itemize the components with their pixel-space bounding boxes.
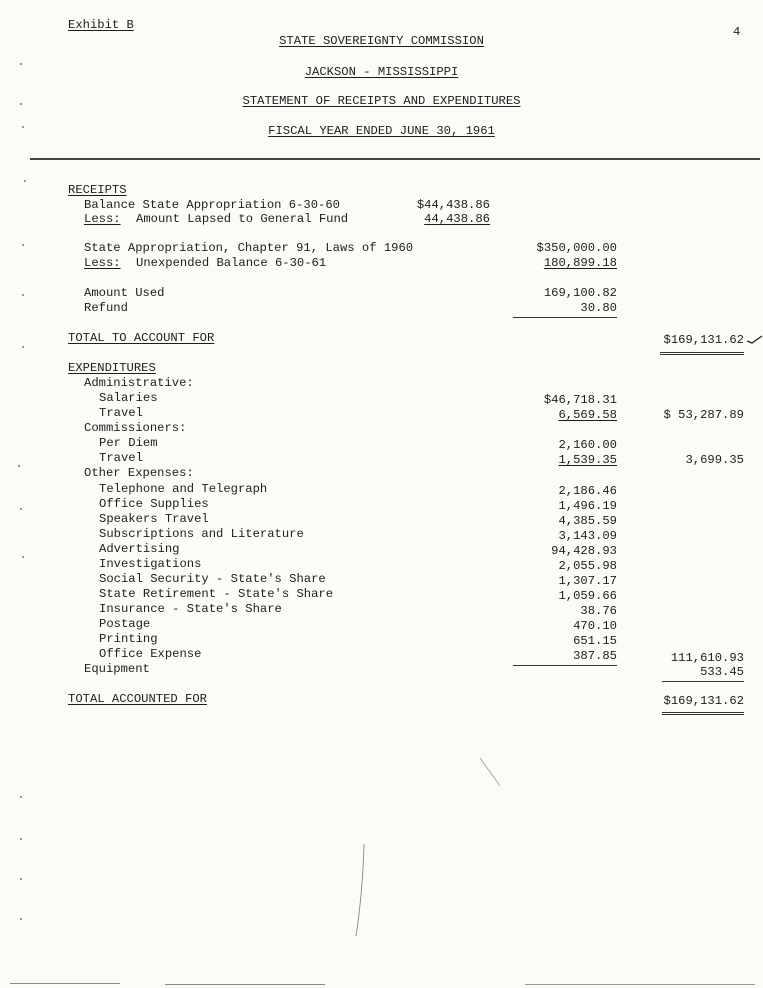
location-title: JACKSON - MISSISSIPPI <box>304 65 459 79</box>
page-number: 4 <box>733 25 741 39</box>
margin-dot <box>20 918 22 920</box>
total-to-account-label: TOTAL TO ACCOUNT FOR <box>68 331 215 345</box>
commissioners-label: Commissioners: <box>84 421 187 435</box>
receipts-heading: RECEIPTS <box>68 183 127 197</box>
expenditures-heading: EXPENDITURES <box>68 361 156 375</box>
header-divider <box>30 158 760 160</box>
other-item-label: Printing <box>99 632 158 646</box>
per-diem-label: Per Diem <box>99 436 158 450</box>
margin-dot <box>18 465 20 467</box>
margin-dot <box>22 244 24 246</box>
other-item-value: 1,496.19 <box>558 499 617 513</box>
other-item-label: Office Expense <box>99 647 202 661</box>
other-item-value: 3,143.09 <box>558 529 617 543</box>
other-item-value: 1,059.66 <box>558 589 617 603</box>
other-item-value: 2,055.98 <box>558 559 617 573</box>
margin-dot <box>20 508 22 510</box>
amount-used-label: Amount Used <box>84 286 165 300</box>
admin-travel-value: 6,569.58 <box>558 408 617 422</box>
stray-mark <box>470 752 510 792</box>
org-title: STATE SOVEREIGNTY COMMISSION <box>279 34 484 48</box>
other-item-value: 651.15 <box>573 634 617 648</box>
other-item-label: Postage <box>99 617 151 631</box>
other-item-label: Speakers Travel <box>99 512 209 526</box>
other-item-value: 2,186.46 <box>558 484 617 498</box>
other-item-label: Insurance - State's Share <box>99 602 282 616</box>
other-item-label: Advertising <box>99 542 180 556</box>
margin-dot <box>22 126 24 128</box>
other-item-value: 4,385.59 <box>558 514 617 528</box>
salaries-label: Salaries <box>99 391 158 405</box>
margin-dot <box>22 346 24 348</box>
commissioners-subtotal: 3,699.35 <box>685 453 744 467</box>
equipment-label: Equipment <box>84 662 150 676</box>
other-item-label: State Retirement - State's Share <box>99 587 334 601</box>
equipment-rule <box>662 681 744 682</box>
other-expenses-subtotal: 111,610.93 <box>670 651 744 665</box>
bottom-edge-line <box>525 984 755 985</box>
other-expenses-label: Other Expenses: <box>84 466 194 480</box>
other-item-label: Subscriptions and Literature <box>99 527 304 541</box>
exhibit-label: Exhibit B <box>68 18 134 32</box>
lapsed-prefix: Less: <box>84 212 121 226</box>
other-item-value: 1,307.17 <box>558 574 617 588</box>
other-item-value: 38.76 <box>580 604 617 618</box>
margin-dot <box>20 796 22 798</box>
administrative-subtotal: $ 53,287.89 <box>663 408 744 422</box>
refund-label: Refund <box>84 301 128 315</box>
amount-used-value: 169,100.82 <box>543 286 617 300</box>
appropriation-value: $350,000.00 <box>536 241 617 255</box>
total-accounted-rule <box>662 712 744 715</box>
other-item-label: Investigations <box>99 557 202 571</box>
lapsed-value: 44,438.86 <box>424 212 490 226</box>
unexpended-label: Unexpended Balance 6-30-61 <box>136 256 327 270</box>
check-mark-icon <box>746 333 763 347</box>
margin-dot <box>20 838 22 840</box>
margin-dot <box>24 180 26 182</box>
margin-dot <box>20 103 22 105</box>
stray-mark <box>350 840 370 940</box>
administrative-label: Administrative: <box>84 376 194 390</box>
equipment-value: 533.45 <box>700 665 744 679</box>
margin-dot <box>22 556 24 558</box>
margin-dot <box>22 294 24 296</box>
refund-value: 30.80 <box>580 301 617 315</box>
bottom-edge-line <box>10 983 120 984</box>
other-item-label: Social Security - State's Share <box>99 572 326 586</box>
fiscal-year-title: FISCAL YEAR ENDED JUNE 30, 1961 <box>268 124 495 138</box>
balance-value: $44,438.86 <box>416 198 490 212</box>
refund-total-rule <box>513 317 617 318</box>
margin-dot <box>20 63 22 65</box>
total-accounted-label: TOTAL ACCOUNTED FOR <box>68 692 207 706</box>
unexpended-prefix: Less: <box>84 256 121 270</box>
comm-travel-value: 1,539.35 <box>558 453 617 467</box>
margin-dot <box>20 878 22 880</box>
other-expenses-rule <box>513 665 617 666</box>
lapsed-label: Amount Lapsed to General Fund <box>136 212 349 226</box>
unexpended-value: 180,899.18 <box>543 256 617 270</box>
admin-travel-label: Travel <box>99 406 143 420</box>
total-accounted-value: $169,131.62 <box>663 694 744 708</box>
appropriation-label: State Appropriation, Chapter 91, Laws of 1960 <box>84 241 414 255</box>
salaries-value: $46,718.31 <box>543 393 617 407</box>
other-item-label: Office Supplies <box>99 497 209 511</box>
per-diem-value: 2,160.00 <box>558 438 617 452</box>
other-item-value: 94,428.93 <box>551 544 617 558</box>
total-to-account-value: $169,131.62 <box>663 333 744 347</box>
total-to-account-rule <box>660 352 744 355</box>
bottom-edge-line <box>165 984 325 985</box>
other-item-value: 470.10 <box>573 619 617 633</box>
balance-label: Balance State Appropriation 6-30-60 <box>84 198 340 212</box>
other-item-label: Telephone and Telegraph <box>99 482 268 496</box>
comm-travel-label: Travel <box>99 451 143 465</box>
statement-title: STATEMENT OF RECEIPTS AND EXPENDITURES <box>242 94 521 108</box>
other-item-value: 387.85 <box>573 649 617 663</box>
